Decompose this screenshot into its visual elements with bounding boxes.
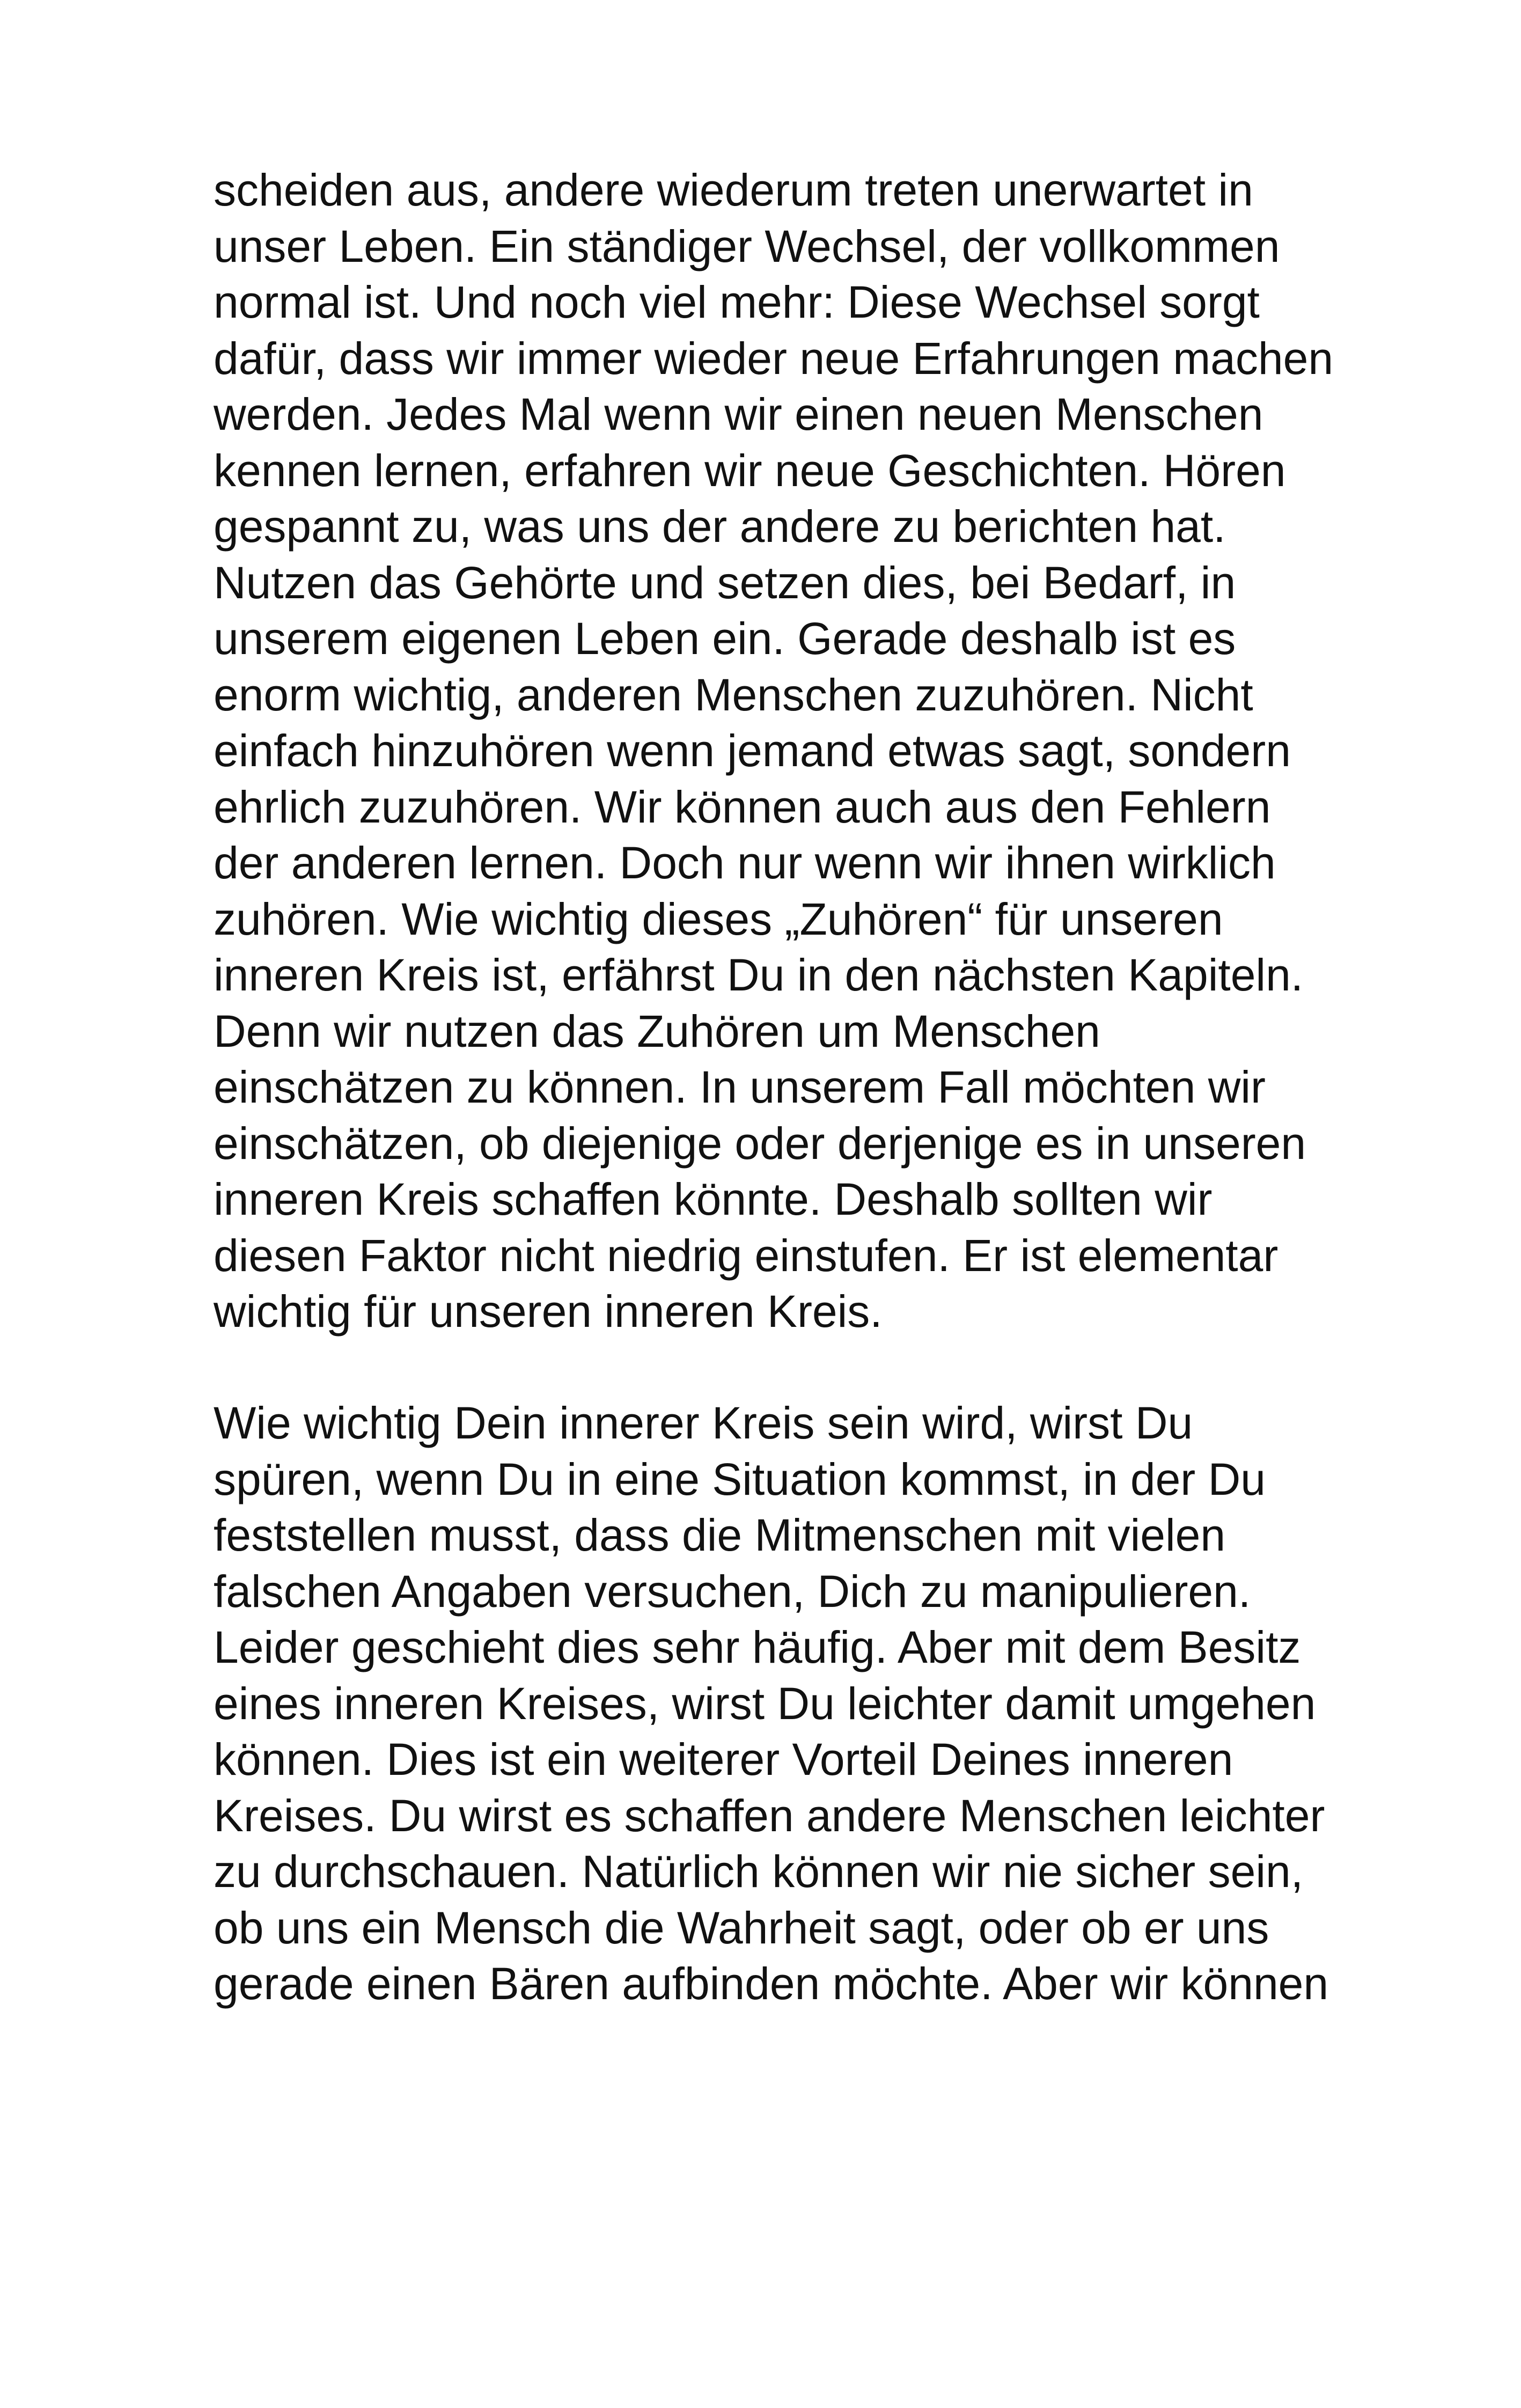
text-line: eines inneren Kreises, wirst Du leichter damit umgehen <box>214 1678 1316 1729</box>
text-line: zu durchschauen. Natürlich können wir nie sicher sein, <box>214 1846 1304 1897</box>
text-line: zuhören. Wie wichtig dieses „Zuhören“ für unseren <box>214 893 1223 944</box>
text-line: Wie wichtig Dein innerer Kreis sein wird, wirst Du <box>214 1398 1193 1448</box>
text-line: Denn wir nutzen das Zuhören um Menschen <box>214 1005 1100 1056</box>
text-line: unserem eigenen Leben ein. Gerade deshalb ist es <box>214 613 1236 664</box>
paragraph-1 <box>214 162 1362 1340</box>
text-line: einschätzen zu können. In unserem Fall möchten wir <box>214 1062 1266 1112</box>
text-line: ehrlich zuzuhören. Wir können auch aus den Fehlern <box>214 781 1271 832</box>
text-line: gespannt zu, was uns der andere zu berichten hat. <box>214 501 1226 552</box>
text-line: Nutzen das Gehörte und setzen dies, bei Bedarf, in <box>214 557 1236 608</box>
text-line: wichtig für unseren inneren Kreis. <box>214 1286 883 1337</box>
text-line: inneren Kreis ist, erfährst Du in den nächsten Kapiteln. <box>214 950 1304 1000</box>
text-line: falschen Angaben versuchen, Dich zu manipulieren. <box>214 1566 1251 1617</box>
text-line: kennen lernen, erfahren wir neue Geschichten. Hören <box>214 445 1286 496</box>
text-line: werden. Jedes Mal wenn wir einen neuen Menschen <box>214 389 1263 439</box>
text-line: Kreises. Du wirst es schaffen andere Menschen leichter <box>214 1790 1325 1841</box>
text-line: können. Dies ist ein weiterer Vorteil Deines inneren <box>214 1734 1233 1785</box>
paragraph-2 <box>214 1395 1362 2012</box>
text-line: einfach hinzuhören wenn jemand etwas sagt, sondern <box>214 725 1291 776</box>
text-line: gerade einen Bären aufbinden möchte. Aber wir können <box>214 1958 1329 2009</box>
text-line: unser Leben. Ein ständiger Wechsel, der vollkommen <box>214 221 1280 271</box>
text-line: dafür, dass wir immer wieder neue Erfahrungen machen <box>214 333 1334 384</box>
text-line: enorm wichtig, anderen Menschen zuzuhören. Nicht <box>214 669 1253 720</box>
text-line: scheiden aus, andere wiederum treten unerwartet in <box>214 165 1253 215</box>
text-line: diesen Faktor nicht niedrig einstufen. Er ist elementar <box>214 1230 1278 1281</box>
text-line: normal ist. Und noch viel mehr: Diese Wechsel sorgt <box>214 277 1260 327</box>
text-line: spüren, wenn Du in eine Situation kommst, in der Du <box>214 1453 1266 1504</box>
text-line: der anderen lernen. Doch nur wenn wir ihnen wirklich <box>214 838 1276 888</box>
text-line: inneren Kreis schaffen könnte. Deshalb sollten wir <box>214 1174 1213 1224</box>
text-line: feststellen musst, dass die Mitmenschen mit vielen <box>214 1510 1226 1560</box>
text-line: Leider geschieht dies sehr häufig. Aber mit dem Besitz <box>214 1622 1301 1672</box>
text-line: einschätzen, ob diejenige oder derjenige es in unseren <box>214 1118 1306 1169</box>
text-line: ob uns ein Mensch die Wahrheit sagt, oder ob er uns <box>214 1902 1269 1953</box>
